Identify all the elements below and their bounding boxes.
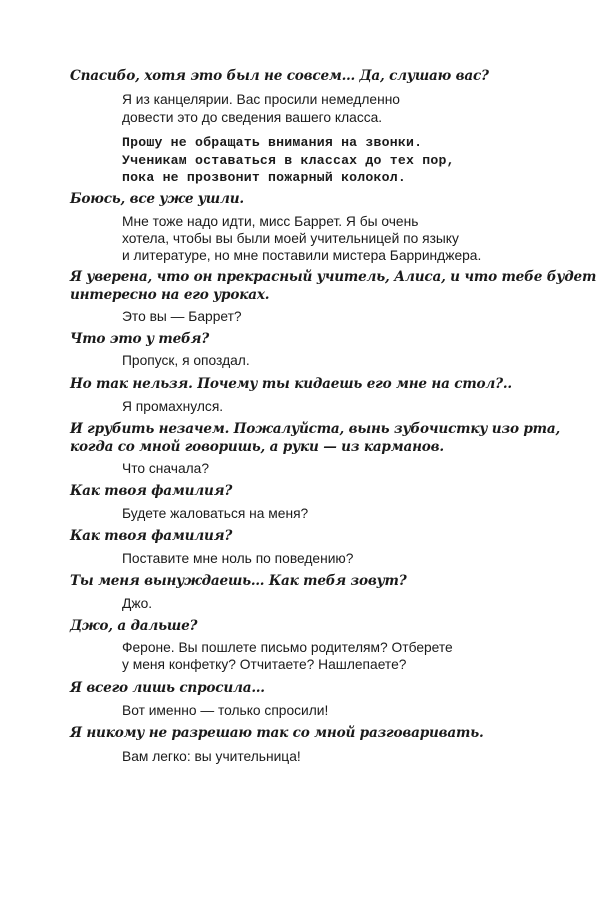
announcement-line: пока не прозвонит пожарный колокол. <box>122 170 406 185</box>
teacher-line: Я всего лишь спросила… <box>70 680 265 696</box>
student-line: Я из канцелярии. Вас просили немедленно <box>122 92 400 107</box>
teacher-line: Я уверена, что он прекрасный учитель, Алиса, и что тебе будет <box>70 269 597 285</box>
teacher-line: И грубить незачем. Пожалуйста, вынь зубочистку изо рта, <box>70 421 560 437</box>
teacher-line: Как твоя фамилия? <box>70 483 233 499</box>
student-line: довести это до сведения вашего класса. <box>122 110 383 125</box>
teacher-line: Я никому не разрешаю так со мной разговаривать. <box>70 725 484 741</box>
student-line: Поставите мне ноль по поведению? <box>122 551 354 566</box>
announcement-line: Прошу не обращать внимания на звонки. <box>122 135 423 150</box>
student-line: Фероне. Вы пошлете письмо родителям? Отберете <box>122 640 453 655</box>
student-line: Вам легко: вы учительница! <box>122 749 301 764</box>
teacher-line: Джо, а дальше? <box>70 618 198 634</box>
student-line: Будете жаловаться на меня? <box>122 506 309 521</box>
student-line: у меня конфетку? Отчитаете? Нашлепаете? <box>122 657 407 672</box>
student-line: Мне тоже надо идти, мисс Баррет. Я бы очень <box>122 214 419 229</box>
student-line: Что сначала? <box>122 461 210 476</box>
student-line: Это вы — Баррет? <box>122 309 242 324</box>
teacher-line: Но так нельзя. Почему ты кидаешь его мне на стол?.. <box>70 376 512 392</box>
student-line: Вот именно — только спросили! <box>122 703 329 718</box>
teacher-line: Ты меня вынуждаешь… Как тебя зовут? <box>70 573 407 589</box>
teacher-line: Что это у тебя? <box>70 331 210 347</box>
student-line: Я промахнулся. <box>122 399 224 414</box>
student-line: Джо. <box>122 596 153 611</box>
teacher-line: Боюсь, все уже ушли. <box>70 191 244 207</box>
student-line: и литературе, но мне поставили мистера Барринджера. <box>122 248 482 263</box>
announcement-line: Ученикам оставаться в классах до тех пор, <box>122 153 455 168</box>
teacher-line: когда со мной говоришь, а руки — из карманов. <box>70 439 444 455</box>
teacher-line: Спасибо, хотя это был не совсем… Да, слушаю вас? <box>70 68 489 84</box>
teacher-line: Как твоя фамилия? <box>70 528 233 544</box>
student-line: Пропуск, я опоздал. <box>122 353 250 368</box>
teacher-line: интересно на его уроках. <box>70 287 270 303</box>
student-line: хотела, чтобы вы были моей учительницей по языку <box>122 231 459 246</box>
